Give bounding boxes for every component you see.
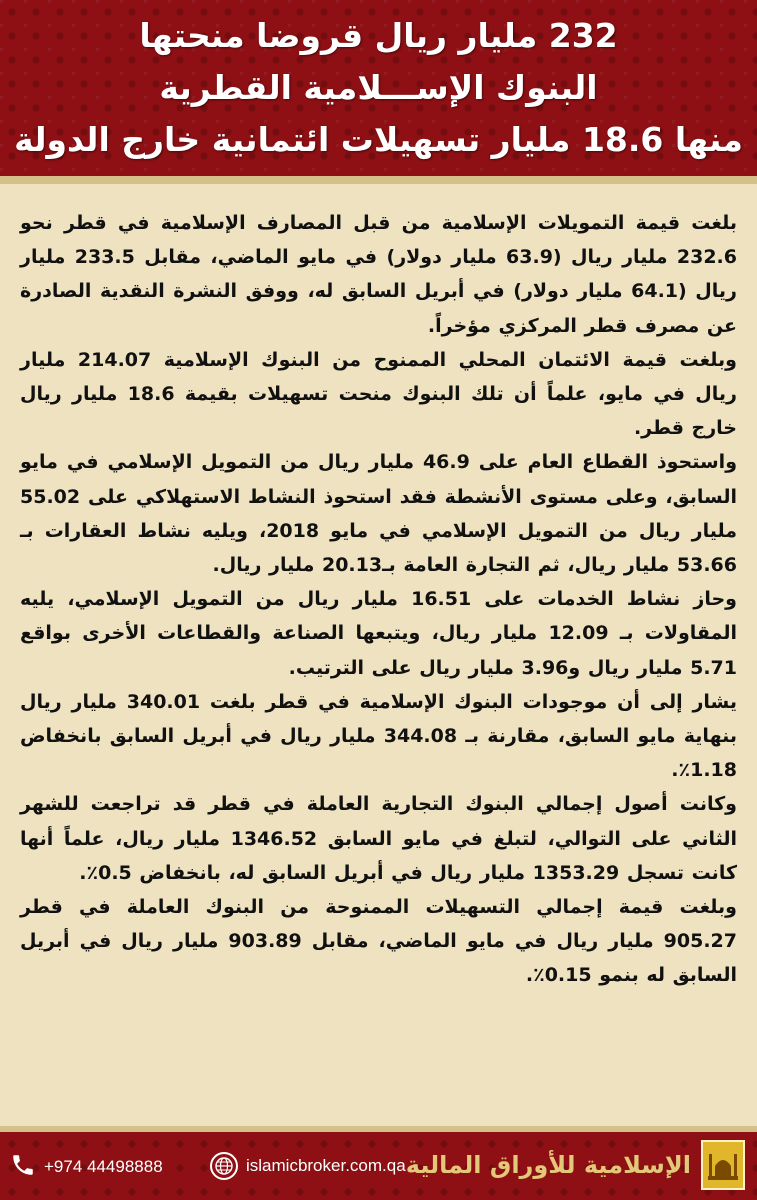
article-area [0, 184, 757, 1126]
headline-line-2: البنوك الإســـلامية القطرية [159, 68, 598, 107]
gold-divider [0, 176, 757, 184]
paragraph-1: بلغت قيمة التمويلات الإسلامية من قبل المصارف الإسلامية في قطر نحو 232.6 مليار ريال (63.9 مليار دولار) في مايو الماضي، مقابل 233.5 مليار ريال (64.1 مليار دولار) في أبريل السابق له، ووفق النشرة النقدية الصادرة عن مصرف قطر المركزي مؤخراً. [20, 212, 737, 337]
headline-line-1: 232 مليار ريال قروضا منحتها [139, 16, 618, 55]
paragraph-2: وبلغت قيمة الائتمان المحلي الممنوح من البنوك الإسلامية 214.07 مليار ريال في مايو، علماً أن تلك البنوك منحت تسهيلات بقيمة 18.6 مليار ريال خارج قطر. [20, 348, 737, 440]
website-link[interactable] [210, 1152, 406, 1180]
phone-contact[interactable] [10, 1152, 163, 1182]
brand-name: الإسلامية للأوراق المالية [405, 1151, 691, 1179]
paragraph-5: يشار إلى أن موجودات البنوك الإسلامية في قطر بلغت 340.01 مليار ريال بنهاية مايو السابق، مقارنة بـ 344.08 مليار ريال في أبريل السابق بانخفاض 1.18٪. [20, 690, 737, 782]
website-url: islamicbroker.com.qa [246, 1156, 406, 1175]
paragraph-3: واستحوذ القطاع العام على 46.9 مليار ريال من التمويل الإسلامي في مايو السابق، وعلى مستوى الأنشطة فقد استحوذ النشاط الاستهلاكي على 55.02 مليار ريال من التمويل الإسلامي في مايو 2018، ويليه نشاط العقارات بـ 53.66 مليار ريال، ثم التجارة العامة بـ20.13 مليار ريال. [20, 451, 738, 577]
mosque-logo-icon [701, 1140, 745, 1190]
phone-icon [10, 1152, 36, 1182]
headline-line-3: منها 18.6 مليار تسهيلات ائتمانية خارج الدولة [14, 120, 743, 159]
paragraph-7: وبلغت قيمة إجمالي التسهيلات الممنوحة من البنوك العاملة في قطر 905.27 مليار ريال في مايو الماضي، مقابل 903.89 مليار ريال في أبريل السابق له بنمو 0.15٪. [20, 896, 737, 987]
brand-block [406, 1140, 745, 1190]
phone-number: +974 44498888 [44, 1157, 163, 1176]
paragraph-6: وكانت أصول إجمالي البنوك التجارية العاملة في قطر قد تراجعت للشهر الثاني على التوالي، لتبلغ في مايو السابق 1346.52 مليار ريال، علماً أنها كانت تسجل 1353.29 مليار ريال في أبريل السابق له، بانخفاض 0.5٪. [20, 793, 737, 884]
article-text [20, 206, 737, 993]
paragraph-4: وحاز نشاط الخدمات على 16.51 مليار ريال من التمويل الإسلامي، يليه المقاولات بـ 12.09 مليار ريال، ويتبعها الصناعة والقطاعات الأخرى بواقع 5.71 مليار ريال و3.96 مليار ريال على الترتيب. [20, 588, 737, 679]
footer-bar [0, 1126, 757, 1200]
headline-banner [0, 0, 757, 176]
globe-icon [210, 1152, 238, 1180]
